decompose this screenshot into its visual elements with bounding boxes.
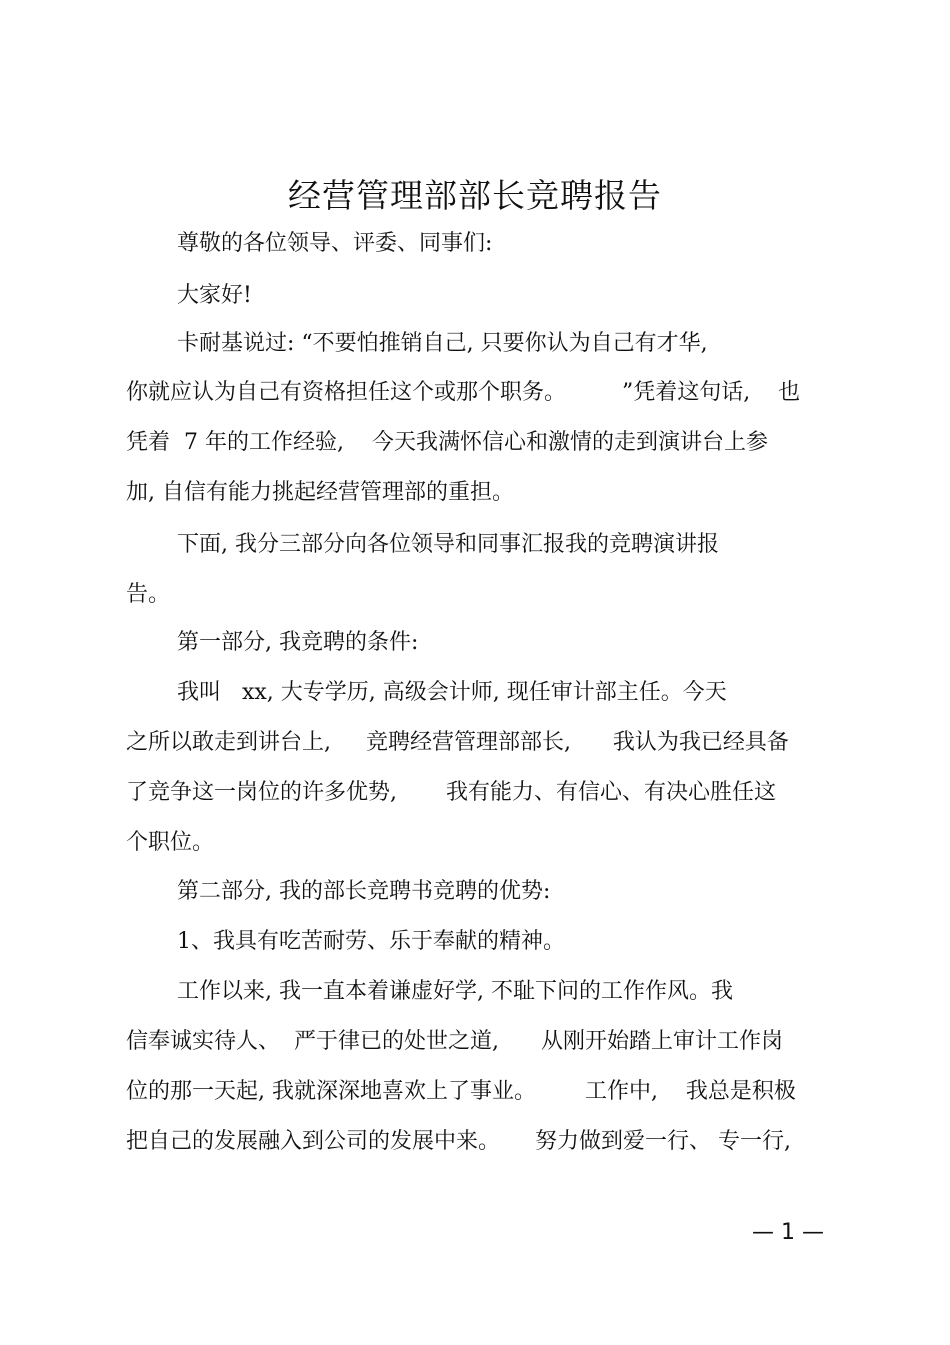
text-line: 加, 自信有能力挑起经营管理部的重担。 <box>126 480 514 505</box>
text-line: 个职位。 <box>126 830 215 855</box>
text-line: 1、我具有吃苦耐劳、乐于奉献的精神。 <box>177 929 565 954</box>
text-line: 大家好! <box>177 283 252 308</box>
text-line: 把自己的发展融入到公司的发展中来。 努力做到爱一行、 专一行, <box>126 1129 791 1154</box>
text-line: 尊敬的各位领导、评委、同事们: <box>177 231 493 256</box>
text-line: 位的那一天起, 我就深深地喜欢上了事业。 工作中, 我总是积极 <box>126 1079 796 1104</box>
text-line: 告。 <box>126 582 171 607</box>
text-line: 了竞争这一岗位的许多优势, 我有能力、有信心、有决心胜任这 <box>126 780 776 805</box>
text-line: 我叫 xx, 大专学历, 高级会计师, 现任审计部主任。今天 <box>177 680 727 705</box>
text-line: 信奉诚实待人、 严于律已的处世之道, 从刚开始踏上审计工作岗 <box>126 1029 783 1054</box>
text-line: 第一部分, 我竞聘的条件: <box>177 630 419 655</box>
text-line: 第二部分, 我的部长竞聘书竞聘的优势: <box>177 879 551 904</box>
page-title: 经营管理部部长竞聘报告 <box>288 176 662 215</box>
text-line: 之所以敢走到讲台上, 竞聘经营管理部部长, 我认为我已经具备 <box>126 730 789 755</box>
text-line: 卡耐基说过: “不要怕推销自己, 只要你认为自己有才华, <box>177 331 708 356</box>
text-line: 下面, 我分三部分向各位领导和同事汇报我的竞聘演讲报 <box>177 532 719 557</box>
text-line: 你就应认为自己有资格担任这个或那个职务。 ”凭着这句话, 也 <box>126 380 801 405</box>
text-line: 凭着 7 年的工作经验, 今天我满怀信心和激情的走到演讲台上参 <box>126 430 768 455</box>
page-number: — 1 — <box>752 1220 824 1245</box>
text-line: 工作以来, 我一直本着谦虚好学, 不耻下问的工作作风。我 <box>177 979 733 1004</box>
